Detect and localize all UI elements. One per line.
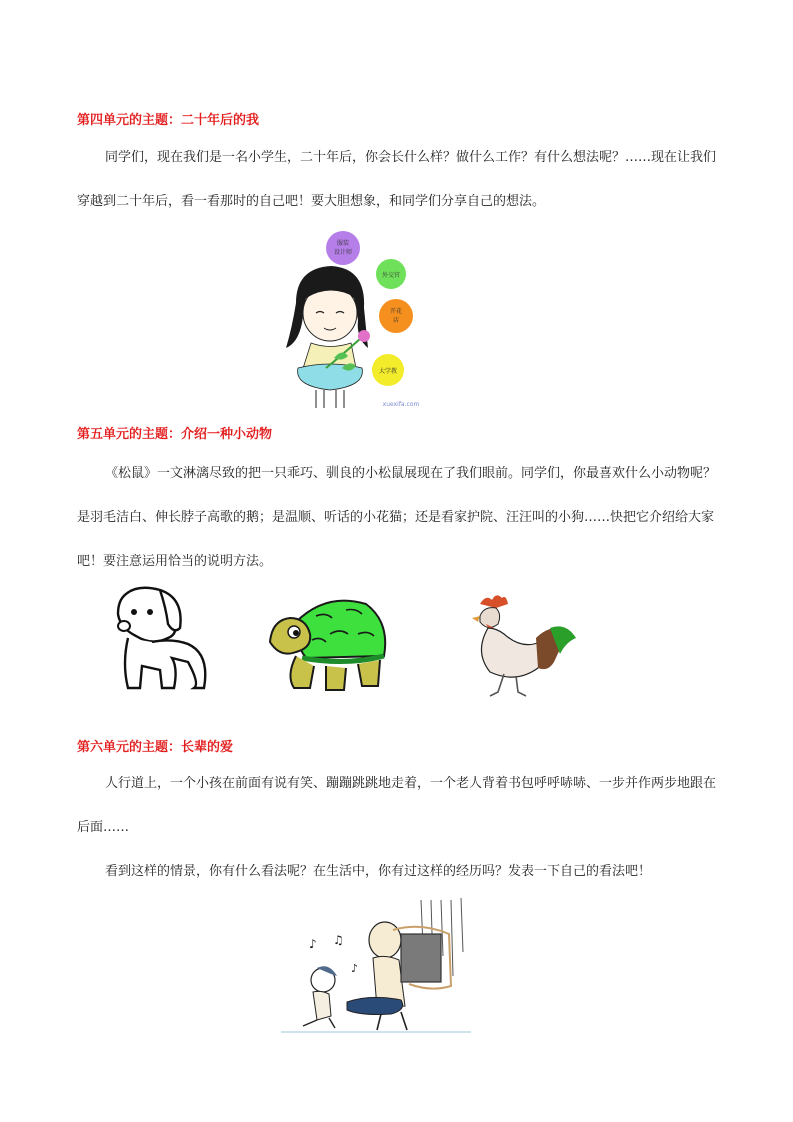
svg-text:♫: ♫ bbox=[333, 933, 344, 947]
bubble-icon bbox=[326, 231, 360, 265]
paragraph-text: 人行道上，一个小孩在前面有说有笑、蹦蹦跳跳地走着，一个老人背着书包呼呼哧哧、一步并作两步地跟在后面…… bbox=[77, 776, 717, 835]
section-paragraph-unit5 bbox=[77, 452, 722, 584]
paragraph-text: 《松鼠》一文淋漓尽致的把一只乖巧、驯良的小松鼠展现在了我们眼前。同学们，你最喜欢什么小动物呢？是羽毛洁白、伸长脖子高歌的鹅；是温顺、听话的小花猫；还是看家护院、汪汪叫的小狗……快把它介绍给大家吧！要注意运用恰当的说明方法。 bbox=[77, 466, 717, 569]
section-heading-unit6: 第六单元的主题：长辈的爱 bbox=[77, 740, 234, 755]
section-paragraph-unit6-1 bbox=[77, 762, 722, 850]
svg-text:大学教: 大学教 bbox=[378, 368, 398, 375]
svg-text:设计师: 设计师 bbox=[333, 249, 353, 256]
girl-career-illustration bbox=[276, 228, 428, 410]
section-heading-unit4: 第四单元的主题：二十年后的我 bbox=[77, 113, 260, 128]
svg-text:♪: ♪ bbox=[351, 962, 359, 975]
section-paragraph-unit4 bbox=[77, 136, 722, 224]
svg-text:♪: ♪ bbox=[309, 937, 317, 951]
svg-text:开花: 开花 bbox=[389, 308, 403, 315]
child-grandparent-illustration bbox=[281, 896, 471, 1034]
svg-text:服装: 服装 bbox=[336, 240, 350, 247]
paragraph-text: 看到这样的情景，你有什么看法呢？在生活中，你有过这样的经历吗？发表一下自己的看法吧！ bbox=[105, 864, 652, 879]
svg-text:外交官: 外交官 bbox=[381, 272, 401, 279]
section-heading-unit5: 第五单元的主题：介绍一种小动物 bbox=[77, 427, 273, 442]
rooster-illustration bbox=[466, 592, 580, 702]
svg-text:店: 店 bbox=[392, 317, 400, 324]
turtle-illustration bbox=[266, 592, 390, 696]
paragraph-text: 同学们，现在我们是一名小学生，二十年后，你会长什么样？做什么工作？有什么想法呢？……现在让我们穿越到二十年后，看一看那时的自己吧！要大胆想象，和同学们分享自己的想法。 bbox=[77, 150, 717, 209]
svg-text:xuexifa.com: xuexifa.com bbox=[382, 401, 420, 408]
puppy-illustration bbox=[108, 584, 208, 696]
section-paragraph-unit6-2 bbox=[77, 850, 722, 894]
